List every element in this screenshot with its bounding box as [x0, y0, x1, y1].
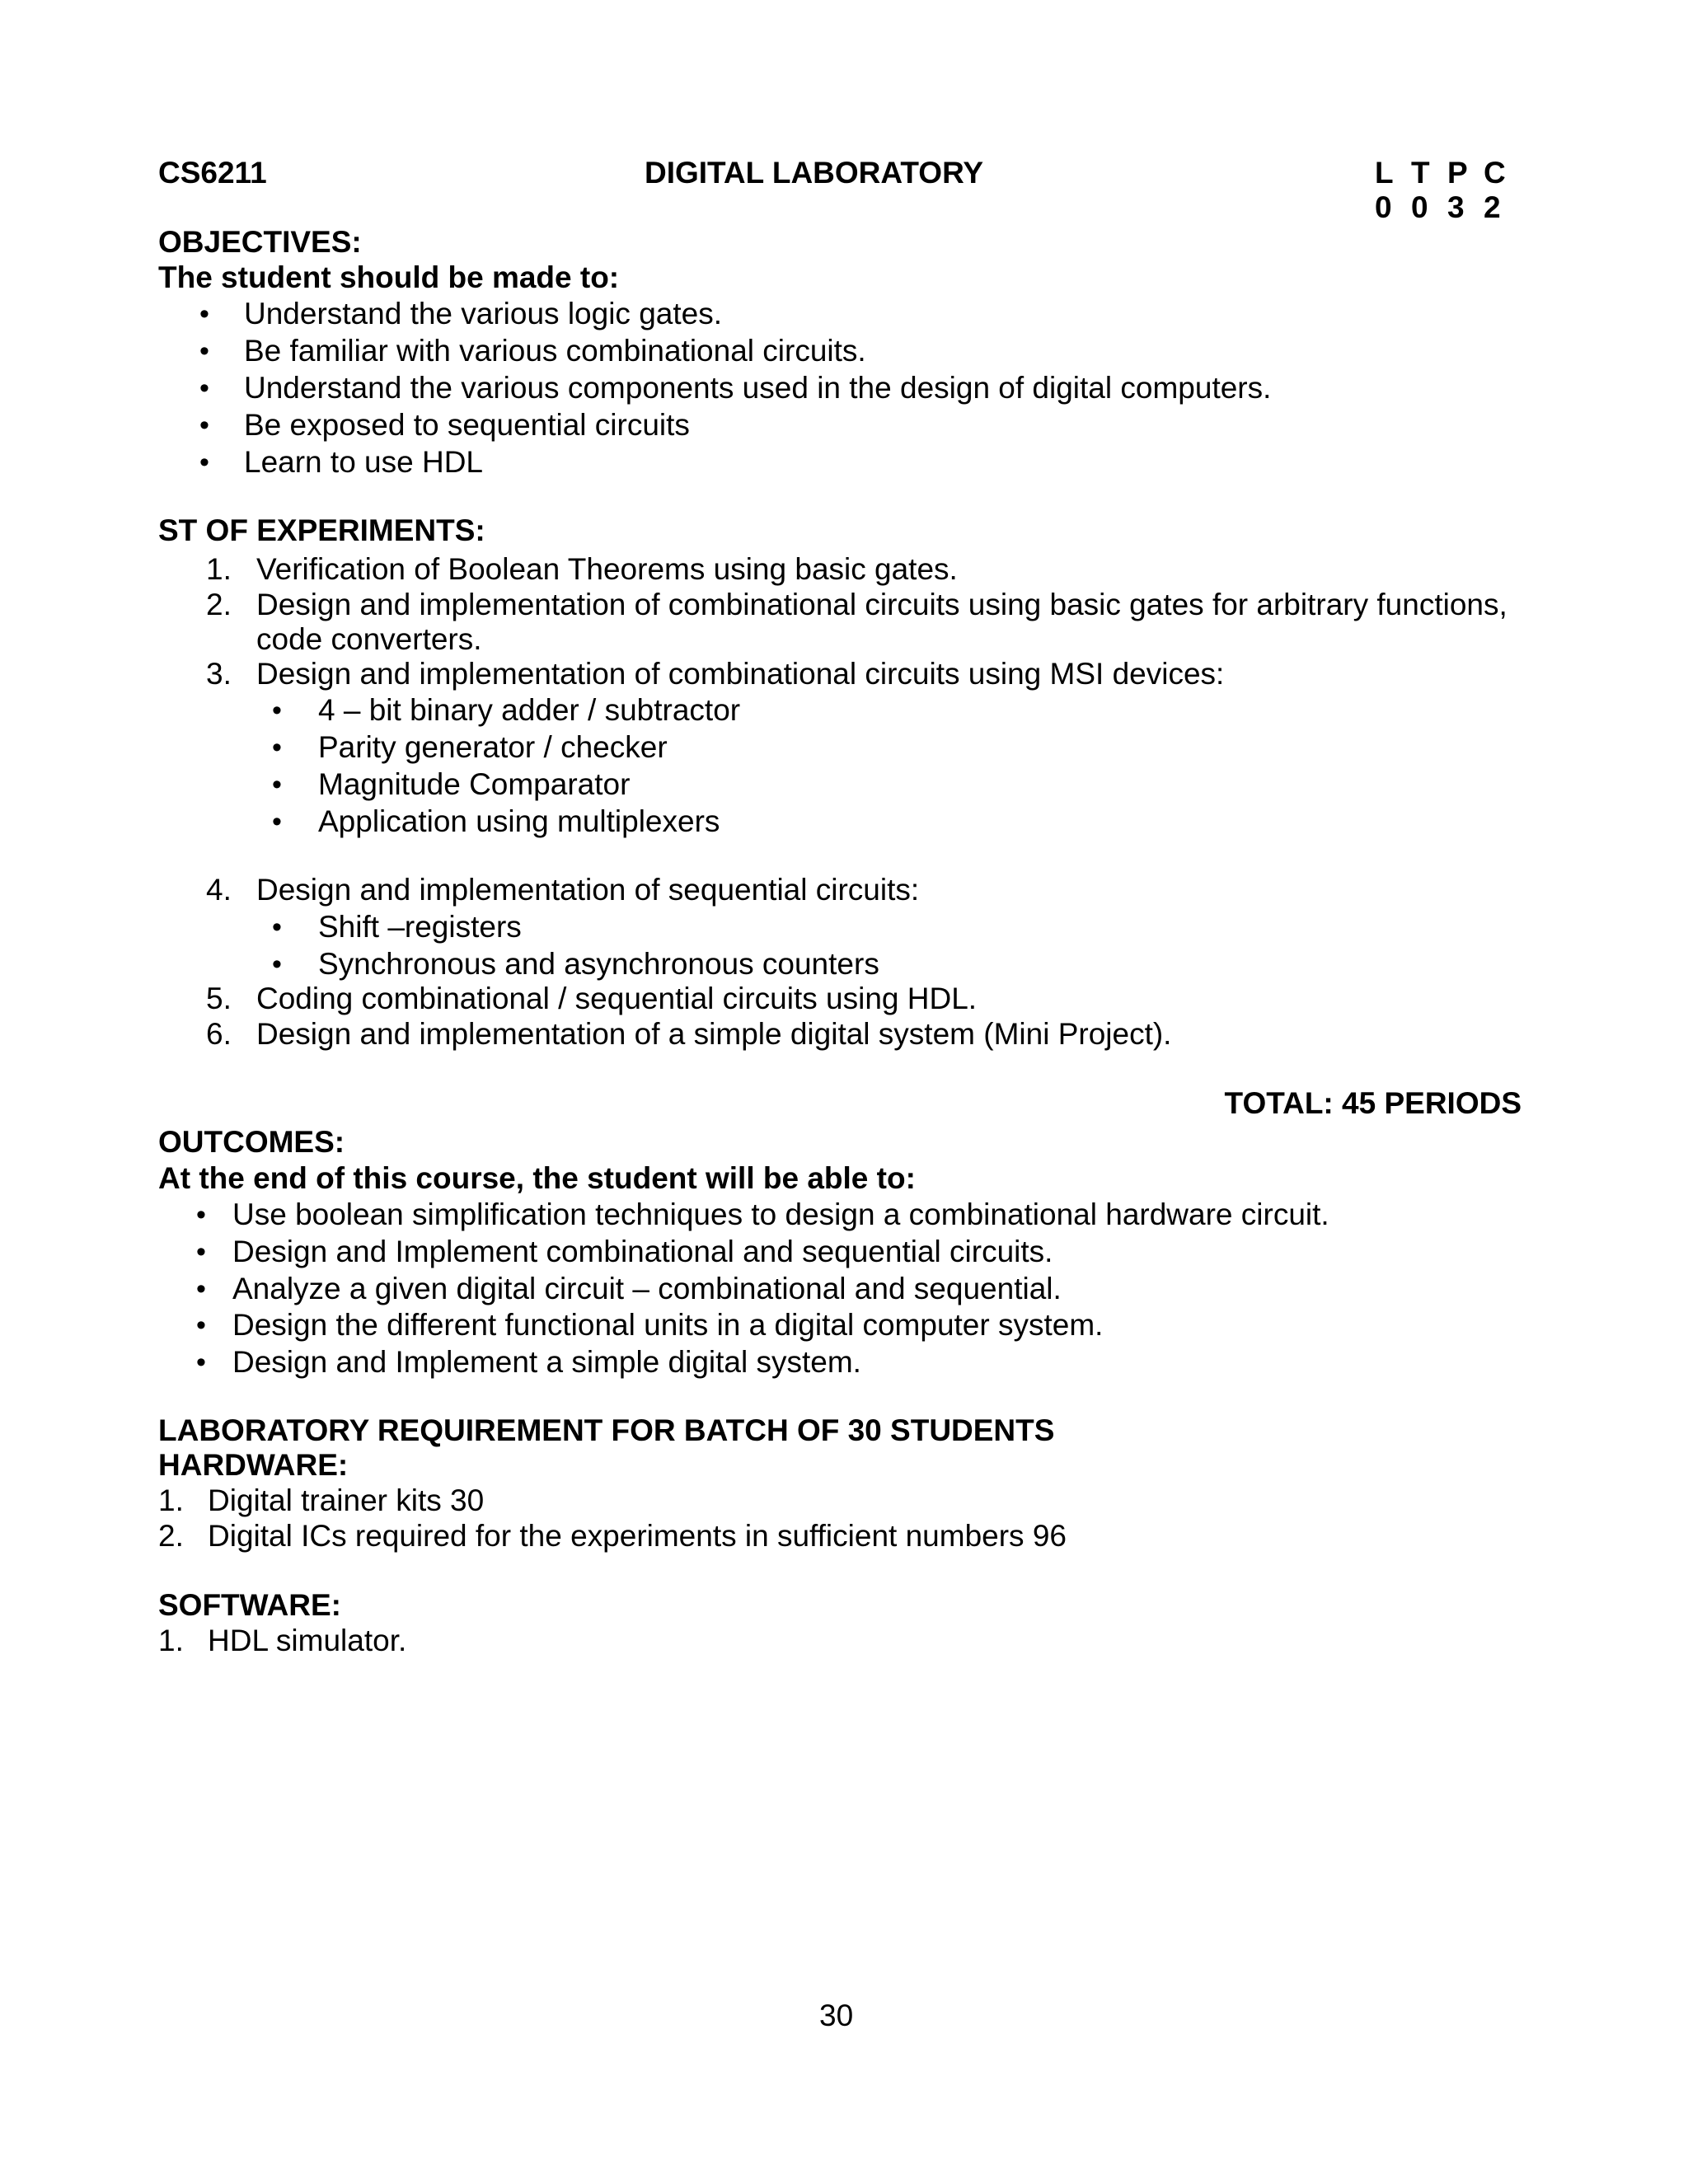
ltpc-value-c: 2 — [1484, 190, 1501, 224]
ltpc-label-t: T — [1411, 156, 1430, 190]
bullet-icon: • — [196, 1199, 206, 1230]
experiment-text: Verification of Boolean Theorems using basic gates. — [256, 552, 958, 586]
bullet-icon: • — [199, 447, 209, 478]
objective-item: Understand the various logic gates. — [244, 297, 723, 330]
bullet-icon: • — [272, 769, 282, 800]
ltpc-values — [1375, 190, 1520, 226]
software-item: HDL simulator. — [208, 1624, 407, 1657]
course-title: DIGITAL LABORATORY — [645, 156, 984, 190]
hardware-item: Digital ICs required for the experiments in sufficient numbers 96 — [208, 1519, 1067, 1553]
hardware-item: Digital trainer kits 30 — [208, 1483, 485, 1517]
ltpc-labels — [1375, 155, 1520, 191]
hardware-number: 1. — [158, 1483, 184, 1517]
bullet-icon: • — [272, 949, 282, 980]
bullet-icon: • — [199, 335, 209, 367]
outcome-item: Analyze a given digital circuit – combinational and sequential. — [232, 1272, 1062, 1305]
experiment-subitem: Parity generator / checker — [318, 730, 668, 764]
page-number: 30 — [819, 1999, 854, 2032]
bullet-icon: • — [272, 695, 282, 726]
bullet-icon: • — [272, 912, 282, 943]
outcomes-intro: At the end of this course, the student will be able to: — [158, 1161, 916, 1195]
experiment-number: 3. — [206, 657, 232, 691]
bullet-icon: • — [272, 806, 282, 837]
experiment-number: 6. — [206, 1017, 232, 1051]
bullet-icon: • — [196, 1347, 206, 1378]
total-periods: TOTAL: 45 PERIODS — [1224, 1086, 1522, 1120]
bullet-icon: • — [199, 410, 209, 441]
objectives-intro: The student should be made to: — [158, 260, 620, 294]
experiment-text: Design and implementation of combinational circuits using basic gates for arbitrary functions, — [256, 588, 1507, 621]
experiment-number: 1. — [206, 552, 232, 586]
objectives-heading: OBJECTIVES: — [158, 225, 362, 259]
objective-item: Learn to use HDL — [244, 445, 484, 479]
experiment-text: Design and implementation of a simple digital system (Mini Project). — [256, 1017, 1172, 1051]
bullet-icon: • — [196, 1236, 206, 1268]
ltpc-value-l: 0 — [1375, 190, 1392, 224]
bullet-icon: • — [199, 298, 209, 330]
objective-item: Be exposed to sequential circuits — [244, 408, 690, 442]
objective-item: Understand the various components used in the design of digital computers. — [244, 371, 1272, 405]
experiment-number: 2. — [206, 588, 232, 621]
experiment-text-continued: code converters. — [256, 622, 482, 656]
experiment-subitem: Application using multiplexers — [318, 804, 720, 838]
bullet-icon: • — [199, 373, 209, 404]
software-number: 1. — [158, 1624, 184, 1657]
experiment-subitem: 4 – bit binary adder / subtractor — [318, 693, 741, 727]
experiment-subitem: Shift –registers — [318, 910, 522, 944]
experiment-number: 4. — [206, 873, 232, 907]
experiment-subitem: Synchronous and asynchronous counters — [318, 947, 879, 981]
outcome-item: Design and Implement combinational and sequential circuits. — [232, 1235, 1053, 1268]
experiments-heading: ST OF EXPERIMENTS: — [158, 513, 485, 547]
experiment-subitem: Magnitude Comparator — [318, 767, 631, 801]
hardware-heading: HARDWARE: — [158, 1448, 349, 1482]
ltpc-label-p: P — [1447, 156, 1468, 190]
experiment-text: Design and implementation of sequential circuits: — [256, 873, 920, 907]
objective-item: Be familiar with various combinational circuits. — [244, 334, 866, 368]
outcome-item: Design the different functional units in a digital computer system. — [232, 1308, 1104, 1342]
bullet-icon: • — [196, 1273, 206, 1305]
experiment-text: Design and implementation of combinational circuits using MSI devices: — [256, 657, 1225, 691]
experiment-text: Coding combinational / sequential circuits using HDL. — [256, 982, 978, 1015]
bullet-icon: • — [272, 732, 282, 763]
outcomes-heading: OUTCOMES: — [158, 1125, 345, 1159]
bullet-icon: • — [196, 1310, 206, 1341]
lab-requirement-heading: LABORATORY REQUIREMENT FOR BATCH OF 30 STUDENTS — [158, 1413, 1055, 1447]
ltpc-value-p: 3 — [1447, 190, 1465, 224]
software-heading: SOFTWARE: — [158, 1588, 341, 1622]
outcome-item: Design and Implement a simple digital system. — [232, 1345, 861, 1379]
course-code: CS6211 — [158, 156, 267, 190]
ltpc-value-t: 0 — [1411, 190, 1428, 224]
experiment-number: 5. — [206, 982, 232, 1015]
ltpc-label-c: C — [1484, 156, 1506, 190]
ltpc-label-l: L — [1375, 156, 1394, 190]
outcome-item: Use boolean simplification techniques to design a combinational hardware circuit. — [232, 1197, 1329, 1231]
hardware-number: 2. — [158, 1519, 184, 1553]
